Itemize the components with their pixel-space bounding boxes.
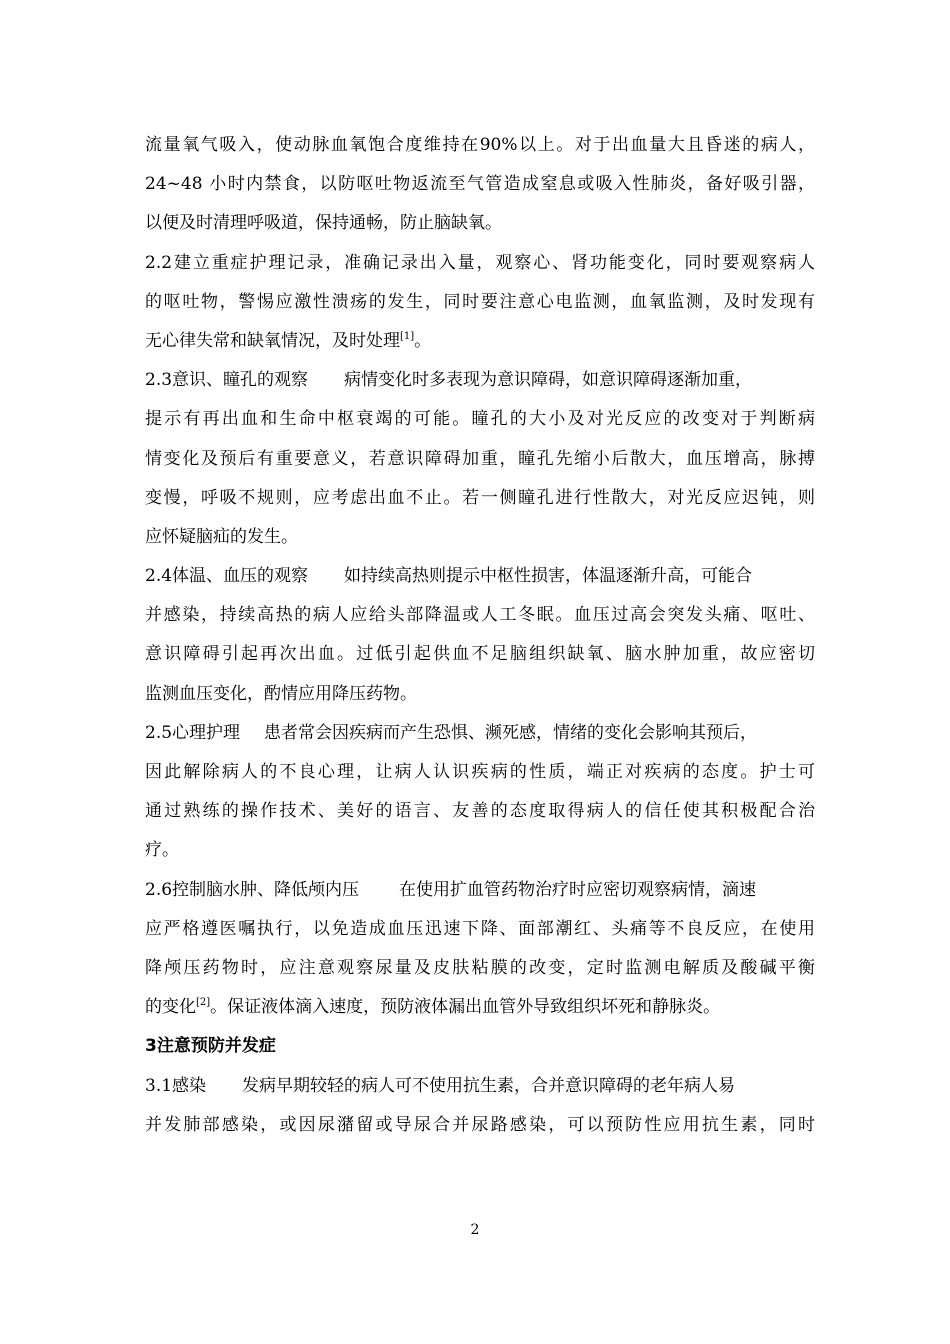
text-line [145, 361, 815, 400]
section-label: 2.4体温、血压的观察 [145, 566, 309, 587]
text-line: 流量氧气吸入，使动脉血氧饱合度维持在90%以上。对于出血量大且昏迷的病人， [145, 135, 815, 155]
text-line [145, 557, 815, 596]
punctuation: 。 [414, 330, 432, 351]
text-line: 以便及时清理呼吸道，保持通畅，防止脑缺氧。 [145, 213, 502, 234]
text-line: 应严格遵医嘱执行，以免造成血压迅速下降、面部潮红、头痛等不良反应，在使用 [145, 918, 815, 939]
text-line: 降颅压药物时，应注意观察尿量及皮肤粘膜的改变，定时监测电解质及酸碱平衡 [145, 957, 815, 978]
text-line: 提示有再出血和生命中枢衰竭的可能。瞳孔的大小及对光反应的改变对于判断病 [145, 409, 815, 430]
text-line [145, 1067, 815, 1106]
text-segment: 发病早期较轻的病人可不使用抗生素，合并意识障碍的老年病人易 [242, 1075, 736, 1096]
text-line: 情变化及预后有重要意义，若意识障碍加重，瞳孔先缩小后散大，血压增高，脉搏 [145, 448, 815, 469]
text-line [145, 871, 815, 910]
text-segment: 在使用扩血管药物治疗时应密切观察病情，滴速 [399, 879, 757, 900]
text-line [145, 322, 815, 361]
text-line: 2.2建立重症护理记录，准确记录出入量，观察心、肾功能变化，同时要观察病人 [145, 252, 815, 273]
text-line: 监测血压变化，酌情应用降压药物。 [145, 683, 417, 704]
text-line: 意识障碍引起再次出血。过低引起供血不足脑组织缺氧、脑水肿加重，故应密切 [145, 644, 815, 665]
text-line: 应怀疑脑疝的发生。 [145, 526, 298, 547]
text-segment: 。保证液体滴入速度，预防液体漏出血管外导致组织坏死和静脉炎。 [210, 997, 721, 1018]
text-segment: 无心律失常和缺氧情况，及时处理 [145, 330, 400, 351]
text-segment: 如持续高热则提示中枢性损害，体温逐渐升高，可能合 [344, 566, 753, 587]
text-line: 因此解除病人的不良心理，让病人认识疾病的性质，端正对疾病的态度。护士可 [145, 762, 815, 782]
text-segment: 的变化 [145, 997, 196, 1018]
text-line [145, 988, 815, 1027]
section-label: 3.1感染 [145, 1075, 207, 1096]
document-body [145, 126, 815, 1145]
text-line: 24~48 小时内禁食，以防呕吐物返流至气管造成窒息或吸入性肺炎，备好吸引器， [145, 174, 815, 195]
text-line: 疗。 [145, 840, 179, 861]
section-label: 2.3意识、瞳孔的观察 [145, 370, 309, 391]
text-line: 通过熟练的操作技术、美好的语言、友善的态度取得病人的信任使其积极配合治 [145, 801, 815, 822]
text-line: 的呕吐物，警惕应激性溃疡的发生，同时要注意心电监测，血氧监测，及时发现有 [145, 291, 815, 312]
citation-ref: [1] [400, 330, 415, 342]
text-segment: 患者常会因疾病而产生恐惧、濒死感，情绪的变化会影响其预后， [264, 722, 758, 743]
section-heading: 3注意预防并发症 [145, 1036, 276, 1057]
page-number: 2 [470, 1222, 480, 1238]
text-line: 并感染，持续高热的病人应给头部降温或人工冬眠。血压过高会突发头痛、呕吐、 [145, 605, 815, 626]
section-label: 2.6控制脑水肿、降低颅内压 [145, 879, 360, 900]
text-line: 变慢，呼吸不规则，应考虑出血不止。若一侧瞳孔进行性散大，对光反应迟钝，则 [145, 487, 815, 508]
text-segment: 病情变化时多表现为意识障碍，如意识障碍逐渐加重， [344, 370, 753, 391]
text-line: 并发肺部感染，或因尿潴留或导尿合并尿路感染，可以预防性应用抗生素，同时 [145, 1114, 815, 1135]
section-label: 2.5心理护理 [145, 722, 241, 743]
citation-ref: [2] [196, 997, 211, 1009]
text-line [145, 714, 815, 753]
